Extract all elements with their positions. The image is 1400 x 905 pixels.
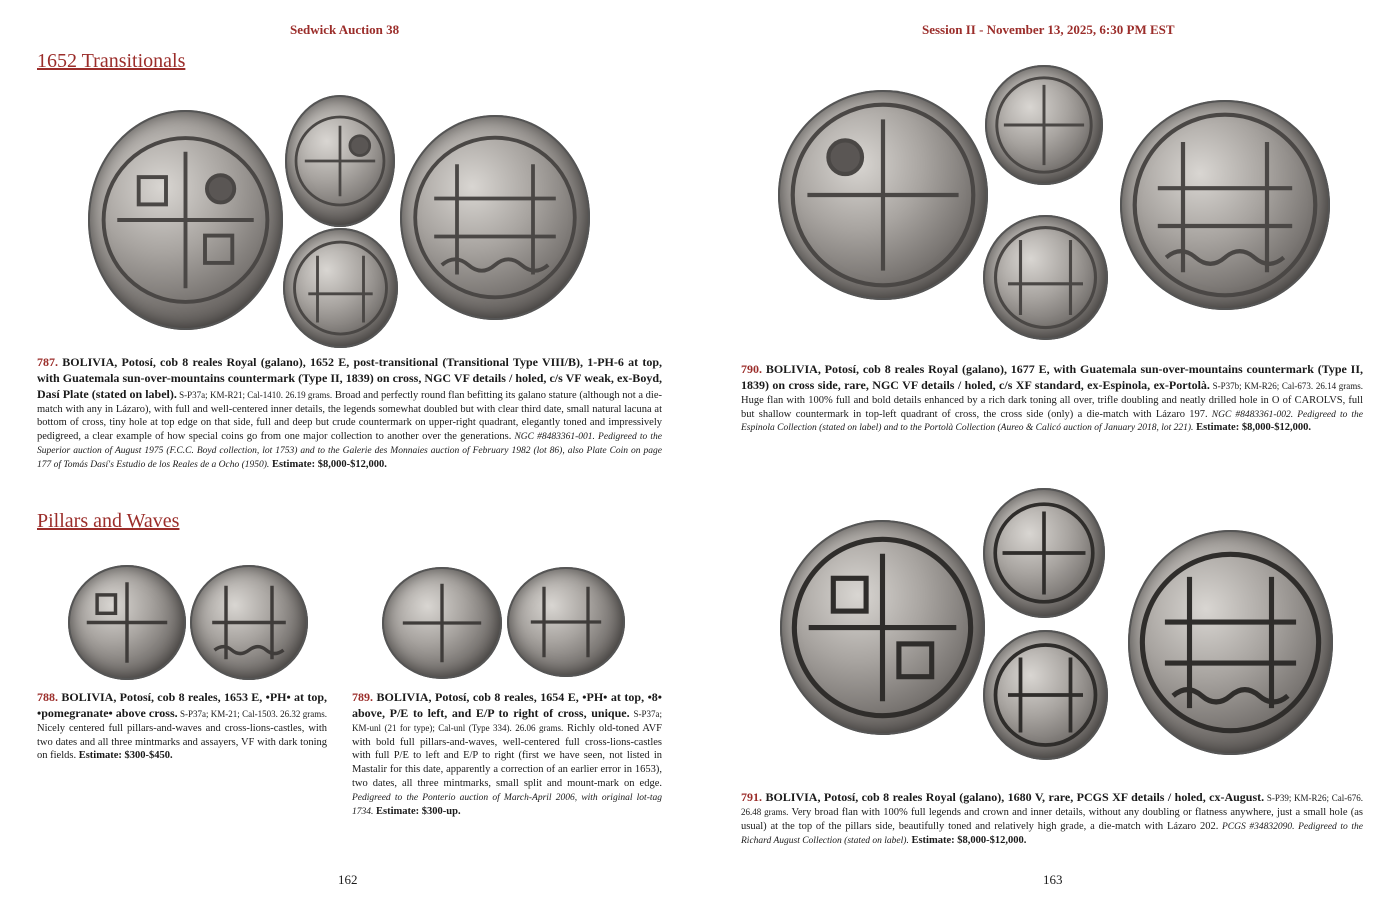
- lot-estimate: Estimate: $300-$450.: [76, 750, 173, 762]
- lot-789-coin-cross-side: [382, 567, 502, 679]
- lot-estimate: Estimate: $8,000-$12,000.: [269, 459, 387, 471]
- lot-provenance: PCGS #34832090. Pedigreed to the Richard August Collection (stated on label).: [741, 821, 1363, 846]
- lot-headline: BOLIVIA, Potosí, cob 8 reales, 1653 E, •PH• at top, •pomegranate• above cross.: [37, 690, 327, 720]
- lot-791-coin-3: [983, 630, 1108, 760]
- lot-790-coin-pillars-side: [1120, 100, 1330, 310]
- page-number-left: 162: [338, 872, 358, 887]
- lot-provenance: NGC #8483361-002. Pedigreed to the Espinola Collection (stated on label) and to the Portolà Collection (Aureo & Calicó auction of January 2018, lot 221).: [741, 409, 1363, 434]
- lot-790-coin-2: [985, 65, 1103, 185]
- lot-number: 787.: [37, 355, 58, 369]
- lot-headline: BOLIVIA, Potosí, cob 8 reales Royal (galano), 1652 E, post-transitional (Transitional Type VIII/B), 1-PH-6 at top, with Guatemala sun-over-mountains countermark (Type II, 1839) on cross, NGC VF details / holed, c/s VF weak, ex-Boyd, Dasí Plate (stated on label).: [37, 355, 662, 401]
- lot-790-coin-cross-side: [778, 90, 988, 300]
- lot-description: Richly old-toned AVF with bold full pillars-and-waves, well-centered full cross-lions-castles with full P/E to left and E/P to right (first we have seen, not listed in Mastalir for this date, apparently a correction of an earlier error in 1653), two dates, all three mintmarks, small split and mount-mark on edge.: [352, 722, 662, 790]
- lot-number: 791.: [741, 790, 762, 804]
- section-title-transitionals: 1652 Transitionals: [37, 50, 186, 72]
- lot-788-coin-pillars-side: [190, 565, 308, 680]
- lot-refs: S-P37a; KM-21; Cal-1503. 26.32 grams.: [177, 708, 327, 719]
- lot-788-coin-cross-side: [68, 565, 186, 680]
- lot-number: 788.: [37, 690, 58, 704]
- lot-description: Huge flan with 100% full and bold details enhanced by a rich dark toning all over, trifle doubling and neatly drilled hole in O of CAROLVS, full but shallow countermark in top-left quadrant of cross, the cross side (only) a die-match with Lázaro 197.: [741, 394, 1363, 420]
- lot-791-coin-2: [983, 488, 1105, 618]
- lot-provenance: Pedigreed to the Ponterio auction of March-April 2006, with original lot-tag 1734.: [352, 793, 662, 817]
- lot-refs: S-P37a; KM-R21; Cal-1410. 26.19 grams.: [176, 389, 333, 400]
- lot-refs: S-P39; KM-R26; Cal-676. 26.48 grams.: [741, 793, 1363, 817]
- lot-787-coin-3: [283, 228, 398, 348]
- lot-provenance: NGC #8483361-001. Pedigreed to the Superior auction of August 1975 (F.C.C. Boyd collection, lot 1753) and to the Galerie des Monnaies auction of February 1982 (lot 86), also Plate Coin on page 177 of Tomás Dasí's Estudio de los Reales de a Ocho (1950).: [37, 432, 662, 471]
- lot-description: Very broad flan with 100% full legends and crown and inner details, without any doubling or flatness anywhere, just a small hole (as usual) at the top of the pillars side, beautifully toned and relatively high grade, a die-match with Lázaro 202.: [741, 806, 1364, 832]
- lot-787-coin-pillars-side: [400, 115, 590, 320]
- right-page: [700, 0, 1400, 905]
- running-head-left: Sedwick Auction 38: [290, 22, 400, 37]
- section-title-pillars-waves: Pillars and Waves: [37, 510, 180, 532]
- lot-791-coin-pillars-side: [1128, 530, 1333, 755]
- page-number-right: 163: [1043, 872, 1063, 887]
- lot-headline: BOLIVIA, Potosí, cob 8 reales, 1654 E, •PH• at top, •8• above, P/E to left, and E/P to right of cross, unique.: [352, 690, 662, 720]
- lot-description: Nicely centered full pillars-and-waves and cross-lions-castles, with two dates and all three mintmarks and assayers, VF with dark toning on fields.: [37, 722, 327, 762]
- lot-790-coin-3: [983, 215, 1108, 340]
- lot-787: [37, 355, 662, 472]
- lot-791-coin-cross-side: [780, 520, 985, 735]
- lot-number: 790.: [741, 362, 762, 376]
- lot-787-coin-cross-side: [88, 110, 283, 330]
- lot-estimate: Estimate: $8,000-$12,000.: [908, 834, 1027, 846]
- lot-791: [741, 790, 1363, 847]
- lot-refs: S-P37b; KM-R26; Cal-673. 26.14 grams.: [1209, 380, 1363, 391]
- running-head-right: Session II - November 13, 2025, 6:30 PM EST: [922, 22, 1175, 37]
- lot-787-coin-2: [285, 95, 395, 227]
- lot-788: [37, 690, 327, 763]
- lot-789-coin-pillars-side: [507, 567, 625, 677]
- lot-headline: BOLIVIA, Potosí, cob 8 reales Royal (galano), 1680 V, rare, PCGS XF details / holed, cx-August.: [762, 790, 1265, 804]
- lot-description: Broad and perfectly round flan befitting its galano stature (although not a die-match with any in Lázaro), with full and well-centered inner details, the legends somewhat doubled but with clear third date, small natural lacuna at bottom of cross, tiny hole at top edge on that side, full and deep but crude countermark on upper-right quadrant, elegantly toned and impressively pedigreed, a clear example of how special coins go from one major collection to another over the generations.: [37, 389, 663, 443]
- lot-789: [352, 690, 662, 819]
- lot-refs: S-P37a; KM-unl (21 for type); Cal-unl (Type 334). 26.06 grams.: [352, 708, 662, 733]
- lot-headline: BOLIVIA, Potosí, cob 8 reales Royal (galano), 1677 E, with Guatemala sun-over-mountains countermark (Type II, 1839) on cross side, rare, NGC VF details / holed, c/s XF standard, ex-Espinola, ex-Portolà.: [741, 362, 1363, 392]
- lot-790: [741, 362, 1363, 435]
- lot-estimate: Estimate: $8,000-$12,000.: [1193, 422, 1311, 434]
- lot-number: 789.: [352, 690, 373, 704]
- lot-estimate: Estimate: $300-up.: [373, 805, 461, 817]
